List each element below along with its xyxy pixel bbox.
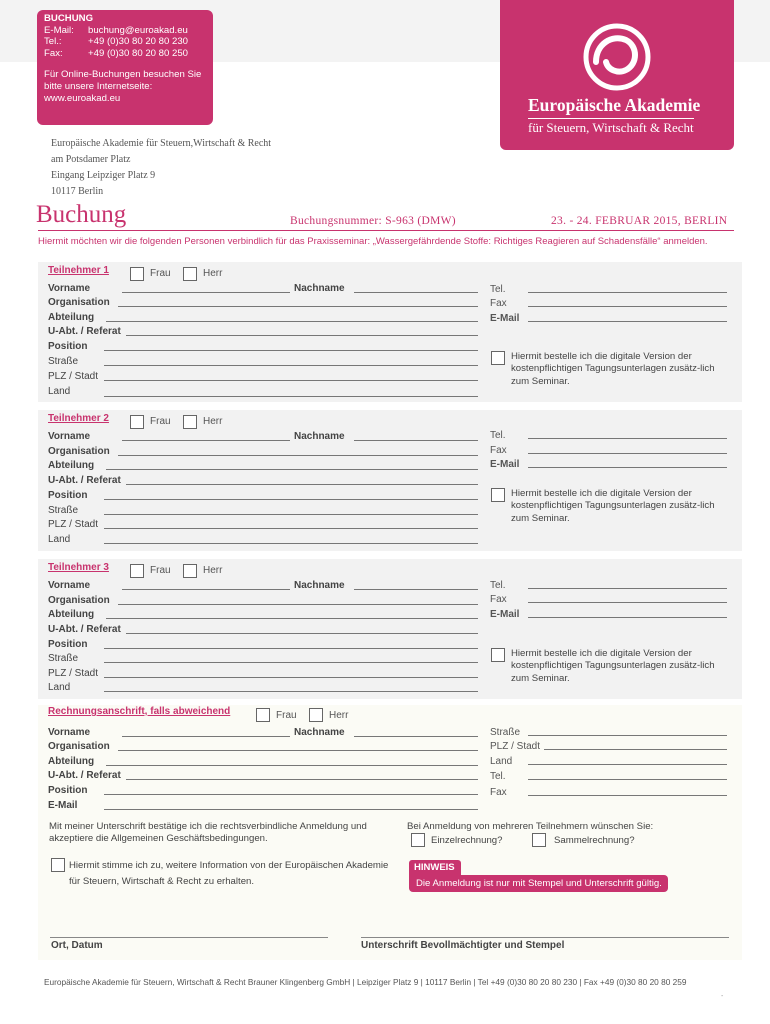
tel-label: Tel.:	[44, 36, 62, 48]
herr-label: Herr	[203, 565, 223, 576]
academy-logo-icon	[582, 22, 652, 92]
website-link[interactable]: www.euroakad.eu	[44, 92, 121, 104]
position-label: Position	[48, 341, 88, 352]
nachname-label: Nachname	[294, 431, 345, 442]
signature-label: Unterschrift Bevollmächtigter und Stempel	[361, 940, 565, 951]
title-divider	[38, 230, 734, 231]
booking-fax: +49 (0)30 80 20 80 250	[88, 47, 189, 59]
uabt-field[interactable]	[126, 484, 478, 485]
tel-field[interactable]	[528, 292, 727, 293]
uabt-field[interactable]	[126, 633, 478, 634]
nachname-field[interactable]	[354, 440, 478, 441]
tel-field[interactable]	[528, 588, 727, 589]
uabt-label: U-Abt. / Referat	[48, 326, 121, 337]
email-field[interactable]	[104, 809, 478, 810]
frau-checkbox[interactable]	[130, 564, 144, 578]
digital-docs-label: Hiermit bestelle ich die digitale Version der kostenpflichtigen Tagungsunterlagen zusätz-lich zum Seminar.	[511, 488, 715, 524]
participant-2-panel	[38, 410, 742, 551]
einzelrechnung-label: Einzelrechnung?	[431, 835, 503, 846]
digital-docs-checkbox[interactable]	[491, 488, 505, 502]
billing-title: Rechnungsanschrift, falls abweichend	[48, 706, 231, 717]
address-line: am Potsdamer Platz	[51, 154, 131, 165]
uabt-label: U-Abt. / Referat	[48, 770, 121, 781]
plz-field[interactable]	[104, 528, 478, 529]
strasse-field[interactable]	[104, 662, 478, 663]
page-marker: -	[721, 993, 724, 1000]
fax-field[interactable]	[528, 453, 727, 454]
vorname-field[interactable]	[122, 736, 290, 737]
fax-label: Fax	[490, 594, 507, 605]
herr-checkbox[interactable]	[183, 564, 197, 578]
plz-field[interactable]	[104, 677, 478, 678]
herr-checkbox[interactable]	[309, 708, 323, 722]
nachname-label: Nachname	[294, 283, 345, 294]
participant-title: Teilnehmer 3	[48, 562, 109, 573]
fax-field[interactable]	[528, 306, 727, 307]
vorname-label: Vorname	[48, 283, 91, 294]
abteilung-label: Abteilung	[48, 609, 95, 620]
fax-label: Fax	[490, 787, 507, 798]
tel-label: Tel.	[490, 430, 506, 441]
page-title: Buchung	[36, 201, 127, 228]
plz-label: PLZ / Stadt	[490, 741, 541, 752]
terms-consent-text: Mit meiner Unterschrift bestätige ich die rechtsverbindliche Anmeldung und akzeptiere die Allgemeinen Geschäftsbedingungen.	[49, 821, 367, 845]
fax-label: Fax	[490, 445, 507, 456]
booking-number: Buchungsnummer: S-963 (DMW)	[290, 215, 456, 227]
tel-label: Tel.	[490, 580, 506, 591]
position-label: Position	[48, 490, 88, 501]
digital-docs-label: Hiermit bestelle ich die digitale Version der kostenpflichtigen Tagungsunterlagen zusätz-lich zum Seminar.	[511, 351, 715, 387]
email-label: E-Mail	[48, 800, 78, 811]
frau-label: Frau	[276, 710, 297, 721]
organisation-label: Organisation	[48, 741, 110, 752]
strasse-field[interactable]	[104, 365, 478, 366]
academy-name: Europäische Akademie	[528, 95, 701, 115]
online-booking-text: Für Online-Buchungen besuchen Sie bitte unsere Internetseite:	[44, 69, 202, 92]
intro-text: Hiermit möchten wir die folgenden Personen verbindlich für das Praxisseminar: „Wassergefährdende Stoffe: Richtiges Reagieren auf Schadensfälle“ anmelden.	[38, 236, 708, 247]
frau-checkbox[interactable]	[130, 415, 144, 429]
email-label: E-Mail:	[44, 24, 74, 36]
frau-checkbox[interactable]	[130, 267, 144, 281]
plz-field[interactable]	[104, 380, 478, 381]
notice-message: Die Anmeldung ist nur mit Stempel und Unterschrift gültig.	[409, 875, 668, 892]
land-label: Land	[490, 756, 513, 767]
organisation-field[interactable]	[118, 604, 478, 605]
land-label: Land	[48, 386, 71, 397]
vorname-field[interactable]	[122, 292, 290, 293]
abteilung-field[interactable]	[106, 618, 478, 619]
digital-docs-checkbox[interactable]	[491, 351, 505, 365]
multi-participant-text: Bei Anmeldung von mehreren Teilnehmern wünschen Sie:	[407, 821, 654, 832]
vorname-field[interactable]	[122, 589, 290, 590]
sammelrechnung-checkbox[interactable]	[532, 833, 546, 847]
position-field[interactable]	[104, 350, 478, 351]
participant-title: Teilnehmer 1	[48, 265, 109, 276]
land-field[interactable]	[104, 691, 478, 692]
abteilung-field[interactable]	[106, 321, 478, 322]
land-label: Land	[48, 534, 71, 545]
einzelrechnung-checkbox[interactable]	[411, 833, 425, 847]
land-label: Land	[48, 682, 71, 693]
strasse-field[interactable]	[528, 735, 727, 736]
address-line: 10117 Berlin	[51, 186, 104, 197]
fax-field[interactable]	[528, 602, 727, 603]
email-field[interactable]	[528, 321, 727, 322]
newsletter-checkbox[interactable]	[51, 858, 65, 872]
booking-contact-box	[37, 10, 213, 125]
booking-tel: +49 (0)30 80 20 80 230	[88, 36, 189, 48]
position-field[interactable]	[104, 648, 478, 649]
tel-field[interactable]	[528, 438, 727, 439]
vorname-label: Vorname	[48, 580, 91, 591]
organisation-label: Organisation	[48, 595, 110, 606]
notice-tag: HINWEIS	[409, 860, 461, 875]
seminar-date: 23. - 24. FEBRUAR 2015, BERLIN	[551, 215, 728, 227]
participant-title: Teilnehmer 2	[48, 413, 109, 424]
organisation-field[interactable]	[118, 306, 478, 307]
strasse-label: Straße	[48, 356, 79, 367]
vorname-label: Vorname	[48, 727, 91, 738]
notice-box	[409, 860, 707, 892]
nachname-label: Nachname	[294, 727, 345, 738]
email-label: E-Mail	[490, 313, 520, 324]
nachname-field[interactable]	[354, 736, 478, 737]
plz-field[interactable]	[544, 749, 727, 750]
herr-label: Herr	[203, 416, 223, 427]
herr-label: Herr	[329, 710, 349, 721]
strasse-label: Straße	[490, 727, 521, 738]
land-field[interactable]	[104, 396, 478, 397]
uabt-label: U-Abt. / Referat	[48, 475, 121, 486]
newsletter-consent-text: Hiermit stimme ich zu, weitere Information von der Europäischen Akademie für Steuern, Wirtschaft & Recht zu erhalten.	[69, 860, 389, 887]
strasse-label: Straße	[48, 653, 79, 664]
position-label: Position	[48, 785, 88, 796]
fax-field[interactable]	[528, 795, 727, 796]
frau-label: Frau	[150, 416, 171, 427]
land-field[interactable]	[528, 764, 727, 765]
strasse-label: Straße	[48, 505, 79, 516]
tel-field[interactable]	[528, 779, 727, 780]
postal-address	[51, 136, 271, 200]
email-label: E-Mail	[490, 459, 520, 470]
booking-box-title: BUCHUNG	[44, 13, 94, 24]
booking-email-link[interactable]: buchung@euroakad.eu	[88, 24, 188, 36]
herr-checkbox[interactable]	[183, 415, 197, 429]
nachname-field[interactable]	[354, 292, 478, 293]
vorname-field[interactable]	[122, 440, 290, 441]
tel-label: Tel.	[490, 284, 506, 295]
nachname-label: Nachname	[294, 580, 345, 591]
frau-label: Frau	[150, 268, 171, 279]
herr-checkbox[interactable]	[183, 267, 197, 281]
abteilung-label: Abteilung	[48, 460, 95, 471]
address-line: Eingang Leipziger Platz 9	[51, 170, 156, 181]
abteilung-label: Abteilung	[48, 312, 95, 323]
address-line: Europäische Akademie für Steuern,Wirtschaft & Recht	[51, 138, 272, 149]
herr-label: Herr	[203, 268, 223, 279]
fax-label: Fax:	[44, 47, 63, 59]
position-field[interactable]	[104, 499, 478, 500]
place-date-line[interactable]	[50, 937, 328, 938]
page-footer: Europäische Akademie für Steuern, Wirtschaft & Recht Brauner Klingenberg GmbH | Leipziger Platz 9 | 10117 Berlin | Tel +49 (0)30 80 20 80 230 | Fax +49 (0)30 80 20 80 259	[44, 977, 687, 987]
sammelrechnung-label: Sammelrechnung?	[554, 835, 635, 846]
billing-panel	[38, 705, 742, 960]
uabt-field[interactable]	[126, 779, 478, 780]
digital-docs-checkbox[interactable]	[491, 648, 505, 662]
tel-label: Tel.	[490, 771, 506, 782]
plz-label: PLZ / Stadt	[48, 519, 99, 530]
abteilung-field[interactable]	[106, 765, 478, 766]
vorname-label: Vorname	[48, 431, 91, 442]
academy-tagline: für Steuern, Wirtschaft & Recht	[528, 120, 694, 135]
position-field[interactable]	[104, 794, 478, 795]
land-field[interactable]	[104, 543, 478, 544]
email-label: E-Mail	[490, 609, 520, 620]
signature-line[interactable]	[361, 937, 729, 938]
place-date-label: Ort, Datum	[51, 940, 103, 951]
plz-label: PLZ / Stadt	[48, 668, 99, 679]
organisation-field[interactable]	[118, 750, 478, 751]
strasse-field[interactable]	[104, 514, 478, 515]
participant-1-panel	[38, 262, 742, 402]
frau-label: Frau	[150, 565, 171, 576]
digital-docs-label: Hiermit bestelle ich die digitale Version der kostenpflichtigen Tagungsunterlagen zusätz-lich zum Seminar.	[511, 648, 715, 684]
uabt-label: U-Abt. / Referat	[48, 624, 121, 635]
plz-label: PLZ / Stadt	[48, 371, 99, 382]
position-label: Position	[48, 639, 88, 650]
abteilung-field[interactable]	[106, 469, 478, 470]
participant-3-panel	[38, 559, 742, 699]
nachname-field[interactable]	[354, 589, 478, 590]
organisation-label: Organisation	[48, 297, 110, 308]
organisation-field[interactable]	[118, 455, 478, 456]
academy-logo-box	[500, 0, 734, 150]
frau-checkbox[interactable]	[256, 708, 270, 722]
abteilung-label: Abteilung	[48, 756, 95, 767]
uabt-field[interactable]	[126, 335, 478, 336]
email-field[interactable]	[528, 467, 727, 468]
fax-label: Fax	[490, 298, 507, 309]
organisation-label: Organisation	[48, 446, 110, 457]
email-field[interactable]	[528, 617, 727, 618]
